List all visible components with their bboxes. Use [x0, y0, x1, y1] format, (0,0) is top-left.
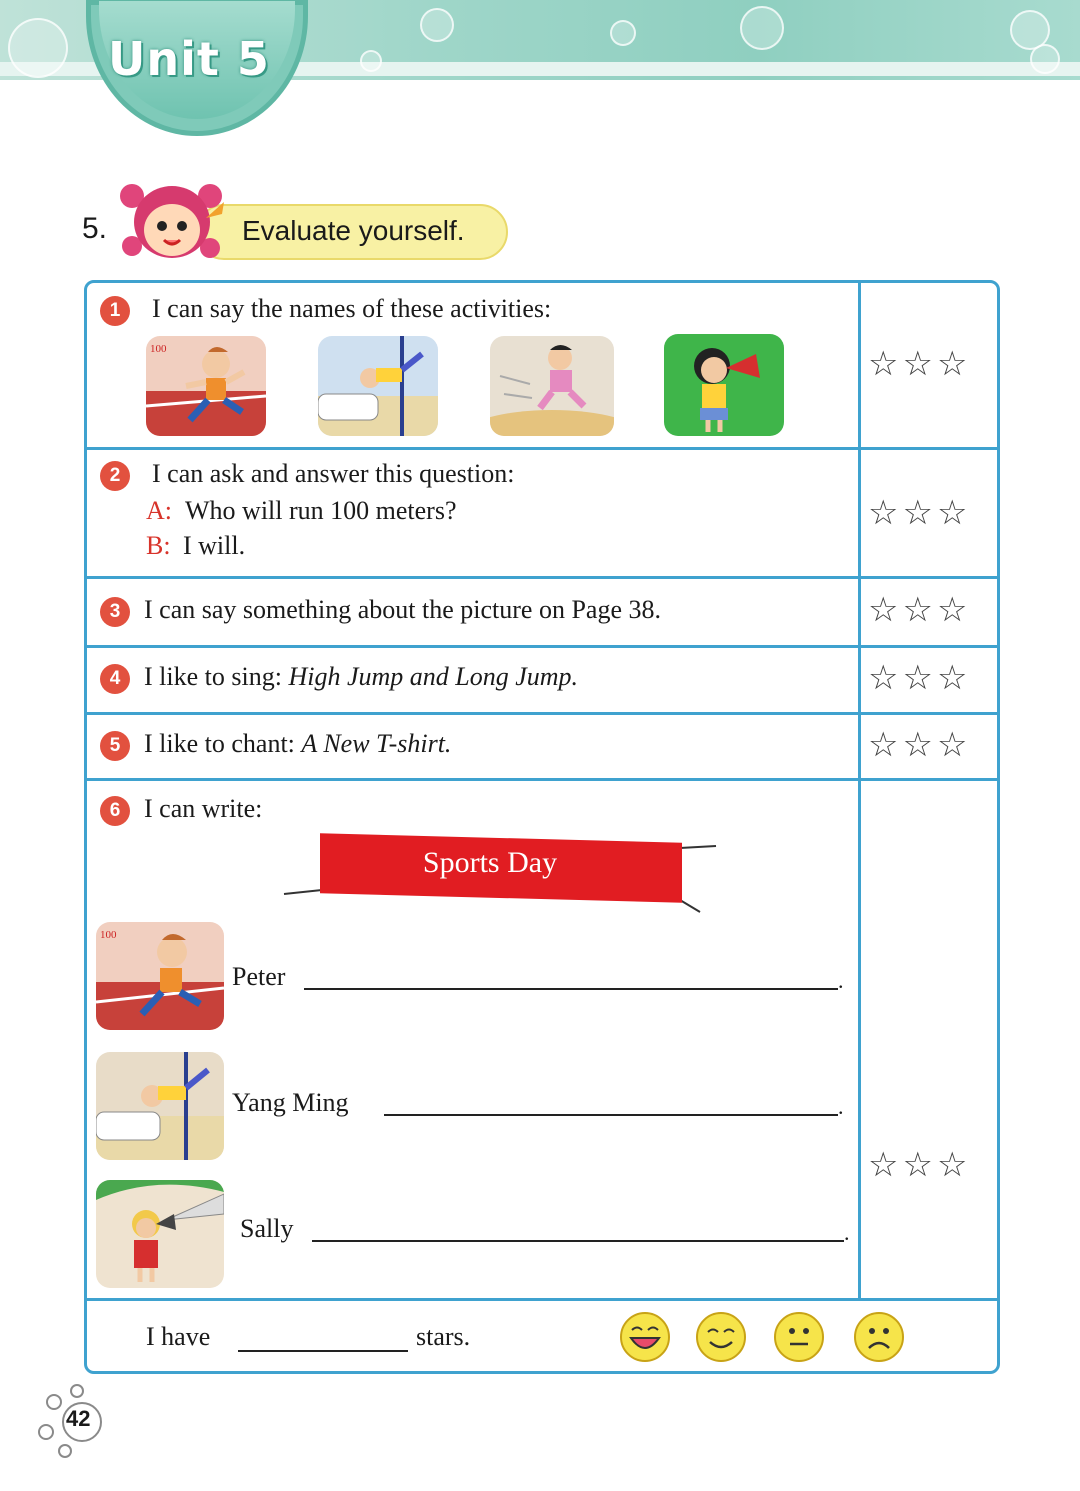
- item-3-text: I can say something about the picture on Page 38.: [144, 595, 661, 624]
- rating-stars[interactable]: ☆☆☆: [868, 725, 972, 765]
- item-number-badge: 6: [100, 796, 130, 826]
- exercise-number: 5.: [82, 212, 108, 245]
- bubble-icon: [58, 1444, 72, 1458]
- bubble-icon: [46, 1394, 62, 1410]
- bubble-icon: [1030, 44, 1060, 74]
- item-number-badge: 5: [100, 731, 130, 761]
- long-jump-icon: [490, 336, 614, 436]
- running-icon: [146, 336, 266, 436]
- answer-text: I will.: [183, 531, 246, 560]
- svg-text:100: 100: [100, 929, 117, 941]
- bubble-icon: [360, 50, 382, 72]
- item-1-text: I can say the names of these activities:: [152, 294, 552, 323]
- item-4-plain: I like to sing:: [144, 662, 289, 691]
- cheering-icon: [664, 334, 784, 436]
- footer-stars: stars.: [416, 1322, 471, 1351]
- rating-stars[interactable]: ☆☆☆: [868, 493, 972, 533]
- line-end-period: .: [838, 1094, 844, 1119]
- bubble-icon: [420, 8, 454, 42]
- song-title: High Jump and Long Jump.: [288, 662, 579, 691]
- item-number-badge: 3: [100, 597, 130, 627]
- write-line-yang-ming[interactable]: [384, 1114, 838, 1116]
- svg-text:100: 100: [150, 343, 167, 355]
- cheering-icon: [96, 1180, 224, 1288]
- item-6-text: I can write:: [144, 794, 263, 823]
- bubble-icon: [8, 18, 68, 78]
- row-divider: [84, 778, 1000, 781]
- footer-i-have: I have: [146, 1322, 211, 1351]
- row-divider: [84, 1298, 1000, 1301]
- write-line-peter[interactable]: [304, 988, 838, 990]
- bubble-icon: [610, 20, 636, 46]
- item-number-badge: 1: [100, 296, 130, 326]
- row-divider: [84, 712, 1000, 715]
- line-end-period: .: [838, 968, 844, 993]
- exercise-title: Evaluate yourself.: [242, 215, 465, 246]
- item-5-plain: I like to chant:: [144, 729, 302, 758]
- bubble-icon: [740, 6, 784, 50]
- item-number-badge: 2: [100, 461, 130, 491]
- item-5-text: [144, 729, 451, 759]
- chant-title: A New T-shirt.: [301, 729, 452, 758]
- running-icon: [96, 922, 224, 1030]
- bubble-icon: [70, 1384, 84, 1398]
- speaker-b-label: B:: [146, 531, 171, 560]
- speaker-a-label: A:: [146, 496, 172, 525]
- item-2-text: I can ask and answer this question:: [152, 459, 515, 488]
- write-line-sally[interactable]: [312, 1240, 844, 1242]
- rating-stars[interactable]: ☆☆☆: [868, 658, 972, 698]
- rating-stars[interactable]: ☆☆☆: [868, 1145, 972, 1185]
- sad-face-icon[interactable]: [854, 1312, 904, 1362]
- question-text: Who will run 100 meters?: [185, 496, 457, 525]
- name-peter: Peter: [232, 962, 286, 991]
- mascot-girl-icon: [118, 178, 228, 268]
- row-divider: [84, 576, 1000, 579]
- write-line-stars-count[interactable]: [238, 1350, 408, 1352]
- item-4-text: [144, 662, 578, 692]
- sports-day-title: Sports Day: [422, 846, 558, 879]
- name-sally: Sally: [240, 1214, 294, 1243]
- name-yang-ming: Yang Ming: [232, 1088, 349, 1117]
- stars-column-divider: [858, 280, 861, 1300]
- unit-title: Unit 5: [108, 32, 270, 86]
- row-divider: [84, 645, 1000, 648]
- high-jump-icon: [318, 336, 438, 436]
- high-jump-icon: [96, 1052, 224, 1160]
- row-divider: [84, 447, 1000, 450]
- rating-stars[interactable]: ☆☆☆: [868, 590, 972, 630]
- page-number: 42: [66, 1406, 91, 1431]
- bubble-icon: [38, 1424, 54, 1440]
- line-end-period: .: [844, 1220, 850, 1245]
- smiling-face-icon[interactable]: [696, 1312, 746, 1362]
- rating-stars[interactable]: ☆☆☆: [868, 344, 972, 384]
- laughing-face-icon[interactable]: [620, 1312, 670, 1362]
- item-number-badge: 4: [100, 664, 130, 694]
- neutral-face-icon[interactable]: [774, 1312, 824, 1362]
